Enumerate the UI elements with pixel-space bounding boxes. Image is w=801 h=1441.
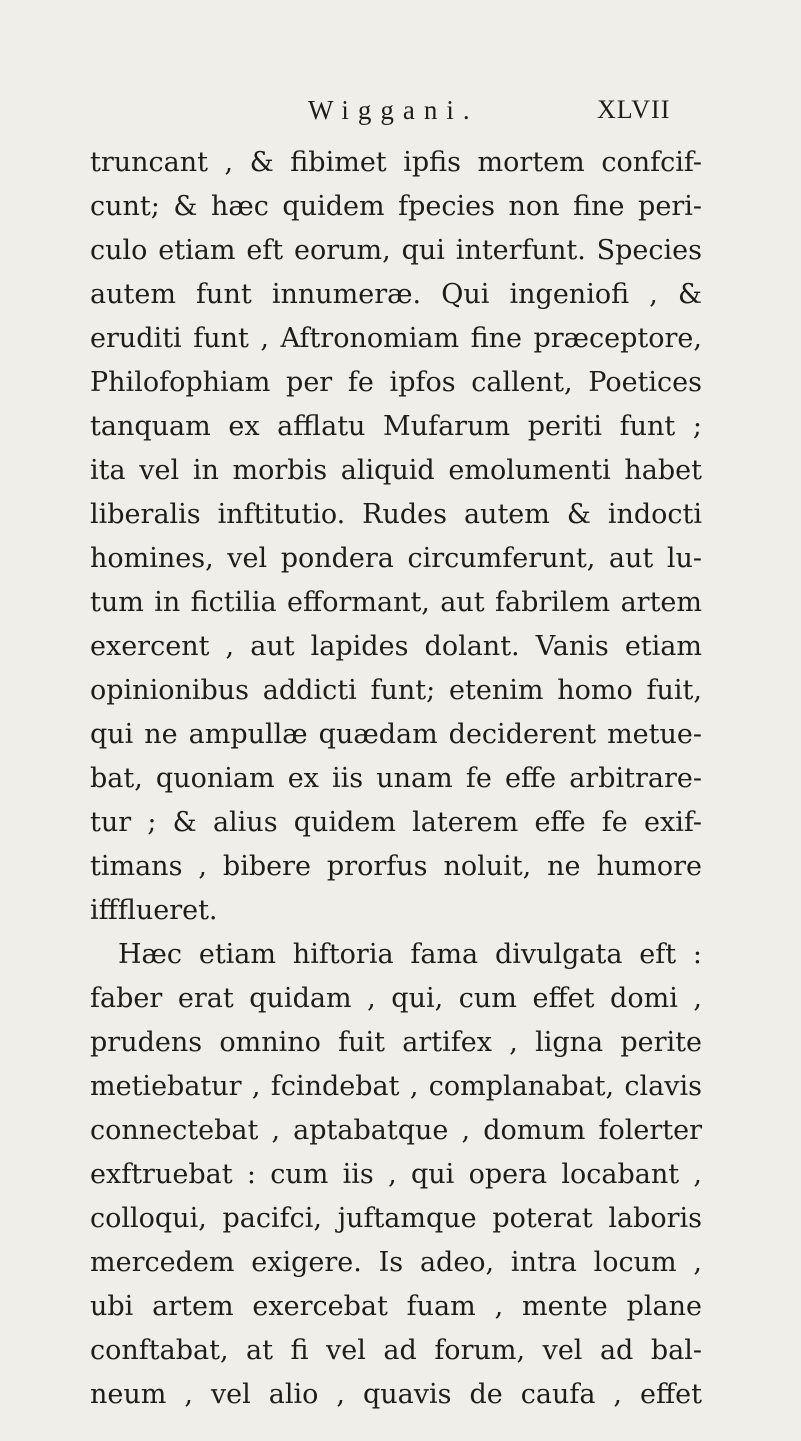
text-line: liberalis inftitutio. Rudes autem & indocti <box>90 499 702 530</box>
text-line: homines, vel pondera circumferunt, aut lu- <box>90 543 702 574</box>
text-line: exercent , aut lapides dolant. Vanis etiam <box>90 631 702 662</box>
text-line: prudens omnino fuit artifex , ligna perite <box>90 1027 702 1058</box>
page-number: XLVII <box>597 95 671 124</box>
text-line: tum in fictilia efformant, aut fabrilem artem <box>90 587 702 618</box>
page-header <box>0 92 801 132</box>
text-line: faber erat quidam , qui, cum effet domi , <box>90 983 702 1014</box>
text-line: tur ; & alius quidem laterem effe fe exif- <box>90 807 702 838</box>
text-line: truncant , & fibimet ipfis mortem confcif- <box>90 147 702 178</box>
text-line: culo etiam eft eorum, qui interfunt. Species <box>90 235 702 266</box>
text-line: tanquam ex afflatu Mufarum periti funt ; <box>90 411 702 442</box>
text-line: opinionibus addicti funt; etenim homo fuit, <box>90 675 702 706</box>
text-line: neum , vel alio , quavis de caufa , effet <box>90 1379 702 1410</box>
text-line: mercedem exigere. Is adeo, intra locum , <box>90 1247 702 1278</box>
text-line: autem funt innumeræ. Qui ingeniofi , & <box>90 279 702 310</box>
text-line: eruditi funt , Aftronomiam fine præceptore, <box>90 323 702 354</box>
text-line: Philofophiam per fe ipfos callent, Poetices <box>90 367 702 398</box>
text-line: colloqui, pacifci, juftamque poterat laboris <box>90 1203 702 1234</box>
text-line: ita vel in morbis aliquid emolumenti habet <box>90 455 702 486</box>
text-line: ubi artem exercebat fuam , mente plane <box>90 1291 702 1322</box>
text-line: connectebat , aptabatque , domum folerter <box>90 1115 702 1146</box>
text-line: exftruebat : cum iis , qui opera locabant , <box>90 1159 702 1190</box>
paragraph-end-line: iffflueret. <box>90 895 218 926</box>
text-line: cunt; & hæc quidem fpecies non fine peri- <box>90 191 702 222</box>
body-text <box>90 141 702 1417</box>
text-line: metiebatur , fcindebat , complanabat, clavis <box>90 1071 702 1102</box>
paragraph-start-line: Hæc etiam hiftoria fama divulgata eft : <box>118 939 702 970</box>
text-line: timans , bibere prorfus noluit, ne humore <box>90 851 702 882</box>
text-line: conftabat, at fi vel ad forum, vel ad bal- <box>90 1335 702 1366</box>
text-line: bat, quoniam ex iis unam fe effe arbitrare- <box>90 763 702 794</box>
running-title: Wiggani. <box>308 95 479 125</box>
text-line: qui ne ampullæ quædam deciderent metue- <box>90 719 702 750</box>
